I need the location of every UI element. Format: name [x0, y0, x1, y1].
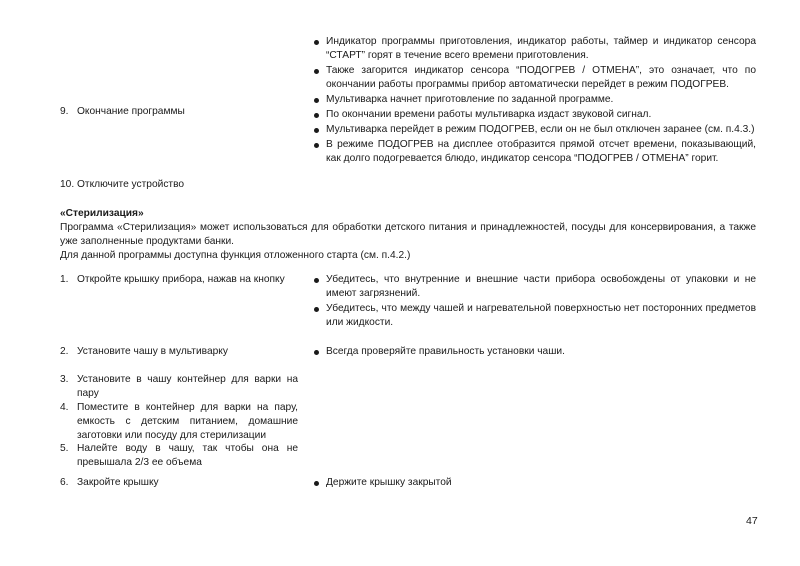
step-label: Откройте крышку прибора, нажав на кнопку: [77, 274, 285, 285]
step-6-bullets: [312, 476, 756, 491]
page-number: 47: [746, 515, 758, 527]
bullet-item: Мультиварка перейдет в режим ПОДОГРЕВ, если он не был отключен заранее (см. п.4.3.): [312, 123, 756, 137]
step-number: 9.: [60, 106, 69, 117]
step-label: Налейте воду в чашу, так чтобы она не превышала 2/3 ее объема: [77, 443, 298, 468]
step-1: [60, 273, 298, 287]
section-intro: Программа «Стерилизация» может использоваться для обработки детского питания и принадлежностей, посуды для консервирования, а также уже заполненные продуктами банки.: [60, 222, 756, 247]
step-10: 10. Отключите устройство: [60, 179, 185, 190]
bullet-item: Всегда проверяйте правильность установки чаши.: [312, 345, 756, 359]
step-number: 6.: [60, 477, 69, 488]
bullet-item: В режиме ПОДОГРЕВ на дисплее отобразится прямой отсчет времени, показывающий, как долго подогревается блюдо, индикатор сенсора “ПОДОГРЕВ / ОТМЕНА” горит.: [312, 138, 756, 166]
step-4: [60, 401, 298, 443]
bullet-item: По окончании времени работы мультиварка издаст звуковой сигнал.: [312, 108, 756, 122]
step-number: 3.: [60, 374, 69, 385]
bullet-item: Также загорится индикатор сенсора “ПОДОГРЕВ / ОТМЕНА”, это означает, что по окончании работы программы прибор автоматически перейдет в режим ПОДОГРЕВ.: [312, 64, 756, 92]
program-end-bullets: [312, 35, 756, 167]
step-label: Установите чашу в мультиварку: [77, 346, 228, 357]
step-3: [60, 373, 298, 401]
section-note: Для данной программы доступна функция отложенного старта (см. п.4.2.): [60, 250, 411, 261]
step-number: 5.: [60, 443, 69, 454]
bullet-item: Мультиварка начнет приготовление по заданной программе.: [312, 93, 756, 107]
step-label: Закройте крышку: [77, 477, 159, 488]
bullet-item: Убедитесь, что внутренние и внешние части прибора освобождены от упаковки и не имеют загрязнений.: [312, 273, 756, 301]
step-2-bullets: [312, 345, 756, 360]
step-5: [60, 442, 298, 470]
step-1-bullets: [312, 273, 756, 331]
step-9: [60, 105, 298, 119]
step-number: 1.: [60, 274, 69, 285]
bullet-item: Убедитесь, что между чашей и нагревательной поверхностью нет посторонних предметов или жидкости.: [312, 302, 756, 330]
step-number: 4.: [60, 402, 69, 413]
step-label: Окончание программы: [77, 106, 185, 117]
step-label: Поместите в контейнер для варки на пару, емкость с детским питанием, домашние заготовки или посуду для стерилизации: [77, 402, 298, 441]
section-heading: «Стерилизация»: [60, 208, 144, 219]
step-number: 2.: [60, 346, 69, 357]
step-6: [60, 476, 298, 490]
bullet-item: Индикатор программы приготовления, индикатор работы, таймер и индикатор сенсора “СТАРТ” горят в течение всего времени приготовления.: [312, 35, 756, 63]
step-2: [60, 345, 298, 359]
bullet-item: Держите крышку закрытой: [312, 476, 756, 490]
step-label: Установите в чашу контейнер для варки на пару: [77, 374, 298, 399]
